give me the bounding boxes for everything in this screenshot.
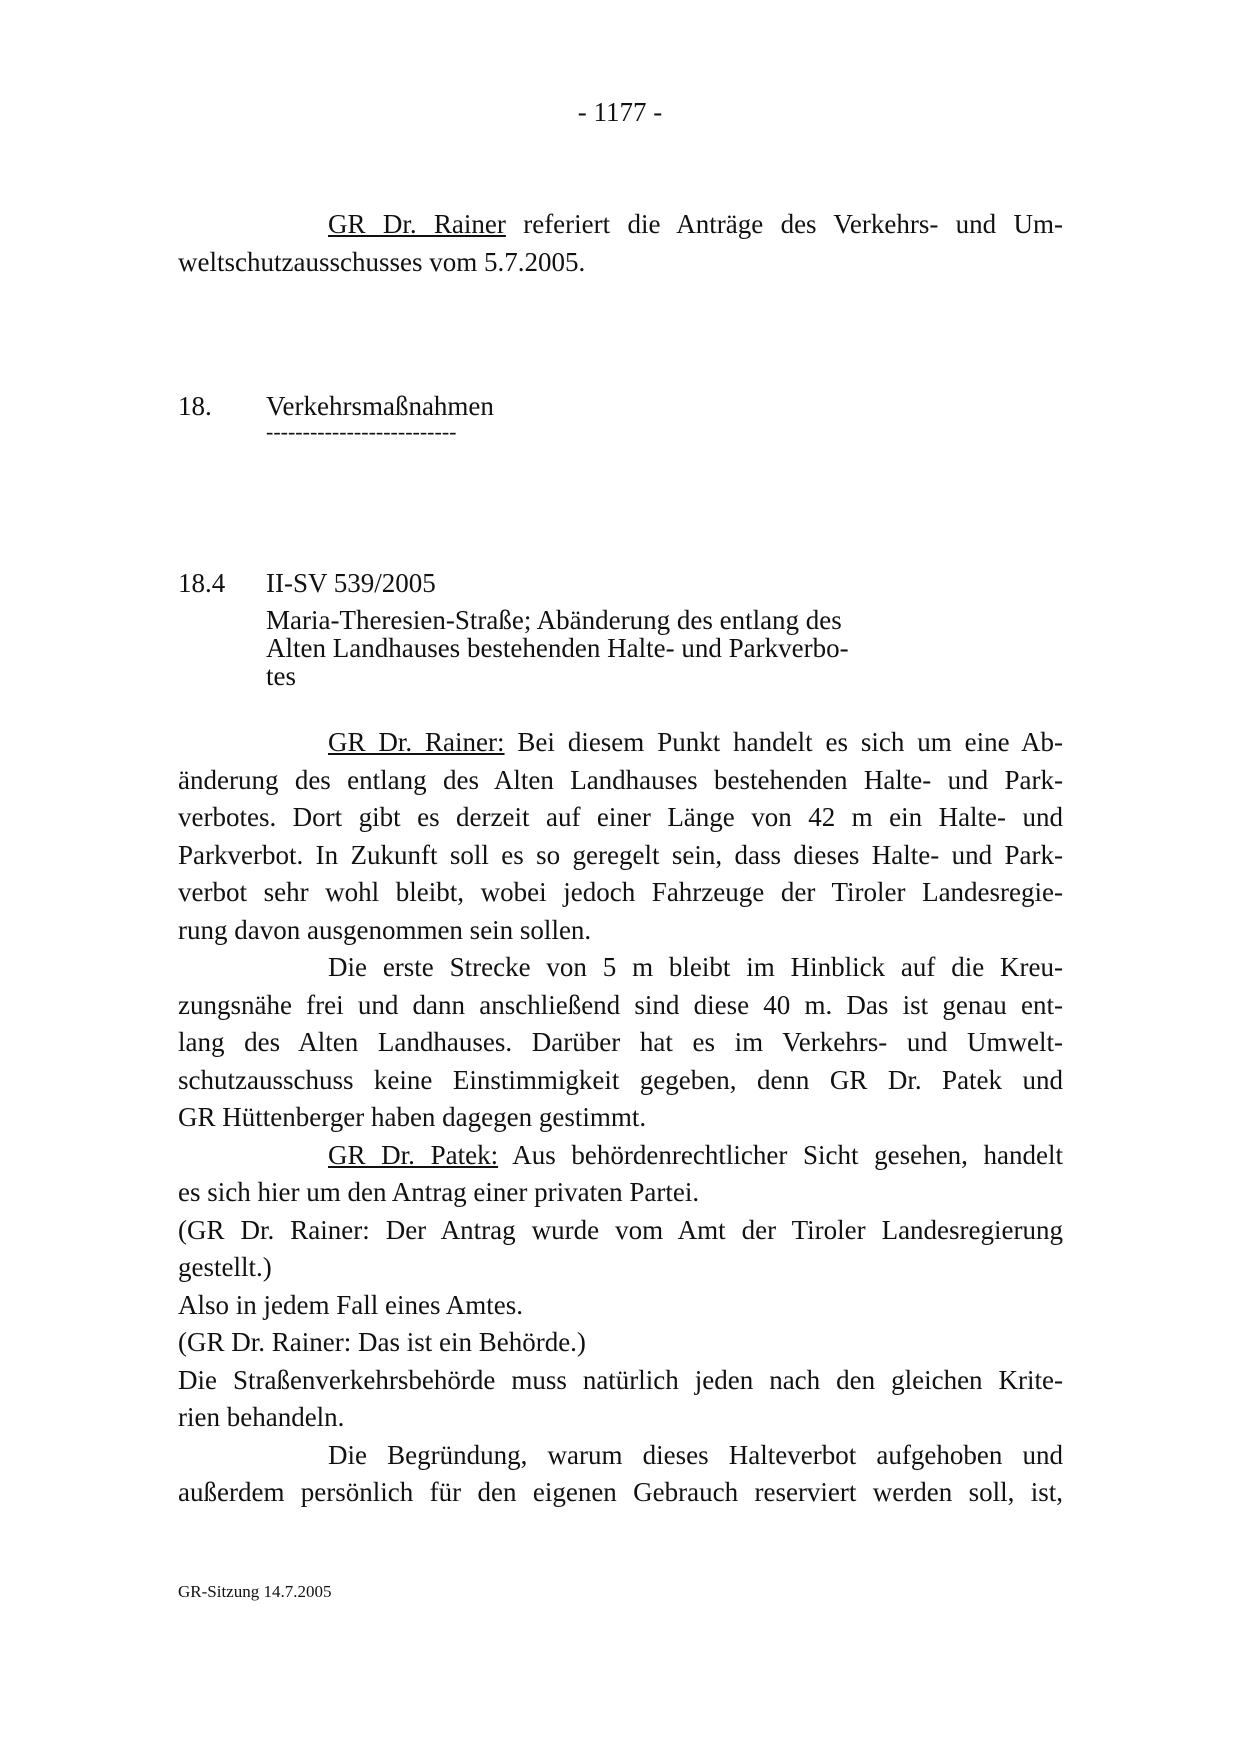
speaker-name: GR Dr. Rainer [328, 209, 506, 239]
interjection-line: (GR Dr. Rainer: Der Antrag wurde vom Amt der Tiroler Landesregierung [178, 1214, 1063, 1245]
speaker-name: GR Dr. Patek: [328, 1139, 499, 1170]
body-line: Die Begründung, warum dieses Halteverbot aufgehoben und [328, 1439, 1063, 1470]
item-subject [266, 606, 906, 690]
section-title: Verkehrsmaßnahmen [266, 391, 494, 421]
item-heading [178, 565, 436, 601]
body-line: rung davon ausgenommen sein sollen. [178, 914, 592, 945]
intro-line-1: GR Dr. Rainer referiert die Anträge des Verkehrs- und Um- [328, 209, 1063, 239]
body-line: Parkverbot. In Zukunft soll es so geregelt sein, dass dieses Halte- und Park- [178, 839, 1063, 870]
body-line: GR Hüttenberger haben dagegen gestimmt. [178, 1102, 647, 1132]
body-text [178, 724, 1063, 1512]
interjection-line: gestellt.) [178, 1252, 272, 1282]
item-reference: II-SV 539/2005 [266, 568, 436, 598]
page-number: - 1177 - [577, 97, 663, 127]
body-line: rien behandeln. [178, 1402, 345, 1432]
subject-line: Maria-Theresien-Straße; Abänderung des entlang des [266, 605, 842, 635]
body-line: verbotes. Dort gibt es derzeit auf einer Länge von 42 m ein Halte- und [178, 802, 1063, 832]
body-line: zungsnähe frei und dann anschließend sind diese 40 m. Das ist genau ent- [178, 989, 1063, 1020]
body-line: verbot sehr wohl bleibt, wobei jedoch Fahrzeuge der Tiroler Landesregie- [178, 877, 1063, 907]
section-title-underline: -------------------------- [266, 419, 457, 444]
intro-paragraph [178, 206, 1063, 281]
body-line: GR Dr. Patek: Aus behördenrechtlicher Sicht gesehen, handelt [328, 1139, 1063, 1170]
subject-line: Alten Landhauses bestehenden Halte- und Parkverbo- [266, 633, 849, 663]
page-footer: GR-Sitzung 14.7.2005 [178, 1582, 332, 1601]
body-line: Also in jedem Fall eines Amtes. [178, 1289, 523, 1320]
body-line: GR Dr. Rainer: Bei diesem Punkt handelt es sich um eine Ab- [328, 727, 1064, 757]
body-line: lang des Alten Landhauses. Darüber hat es im Verkehrs- und Umwelt- [178, 1027, 1063, 1057]
interjection-line: (GR Dr. Rainer: Das ist ein Behörde.) [178, 1327, 586, 1357]
body-line: Die Straßenverkehrsbehörde muss natürlich jeden nach den gleichen Krite- [178, 1364, 1063, 1395]
body-line: außerdem persönlich für den eigenen Gebrauch reserviert werden soll, ist, [178, 1477, 1063, 1507]
body-line: schutzausschuss keine Einstimmigkeit gegeben, denn GR Dr. Patek und [178, 1064, 1063, 1095]
body-line: änderung des entlang des Alten Landhauses bestehenden Halte- und Park- [178, 764, 1063, 795]
subject-line: tes [266, 661, 296, 691]
item-number: 18.4 [178, 568, 226, 598]
speaker-name: GR Dr. Rainer: [328, 727, 505, 757]
body-line: Die erste Strecke von 5 m bleibt im Hinblick auf die Kreu- [328, 952, 1063, 982]
intro-line-2: weltschutzausschusses vom 5.7.2005. [178, 246, 586, 277]
section-number: 18. [178, 391, 212, 421]
body-line: es sich hier um den Antrag einer privaten Partei. [178, 1177, 700, 1207]
